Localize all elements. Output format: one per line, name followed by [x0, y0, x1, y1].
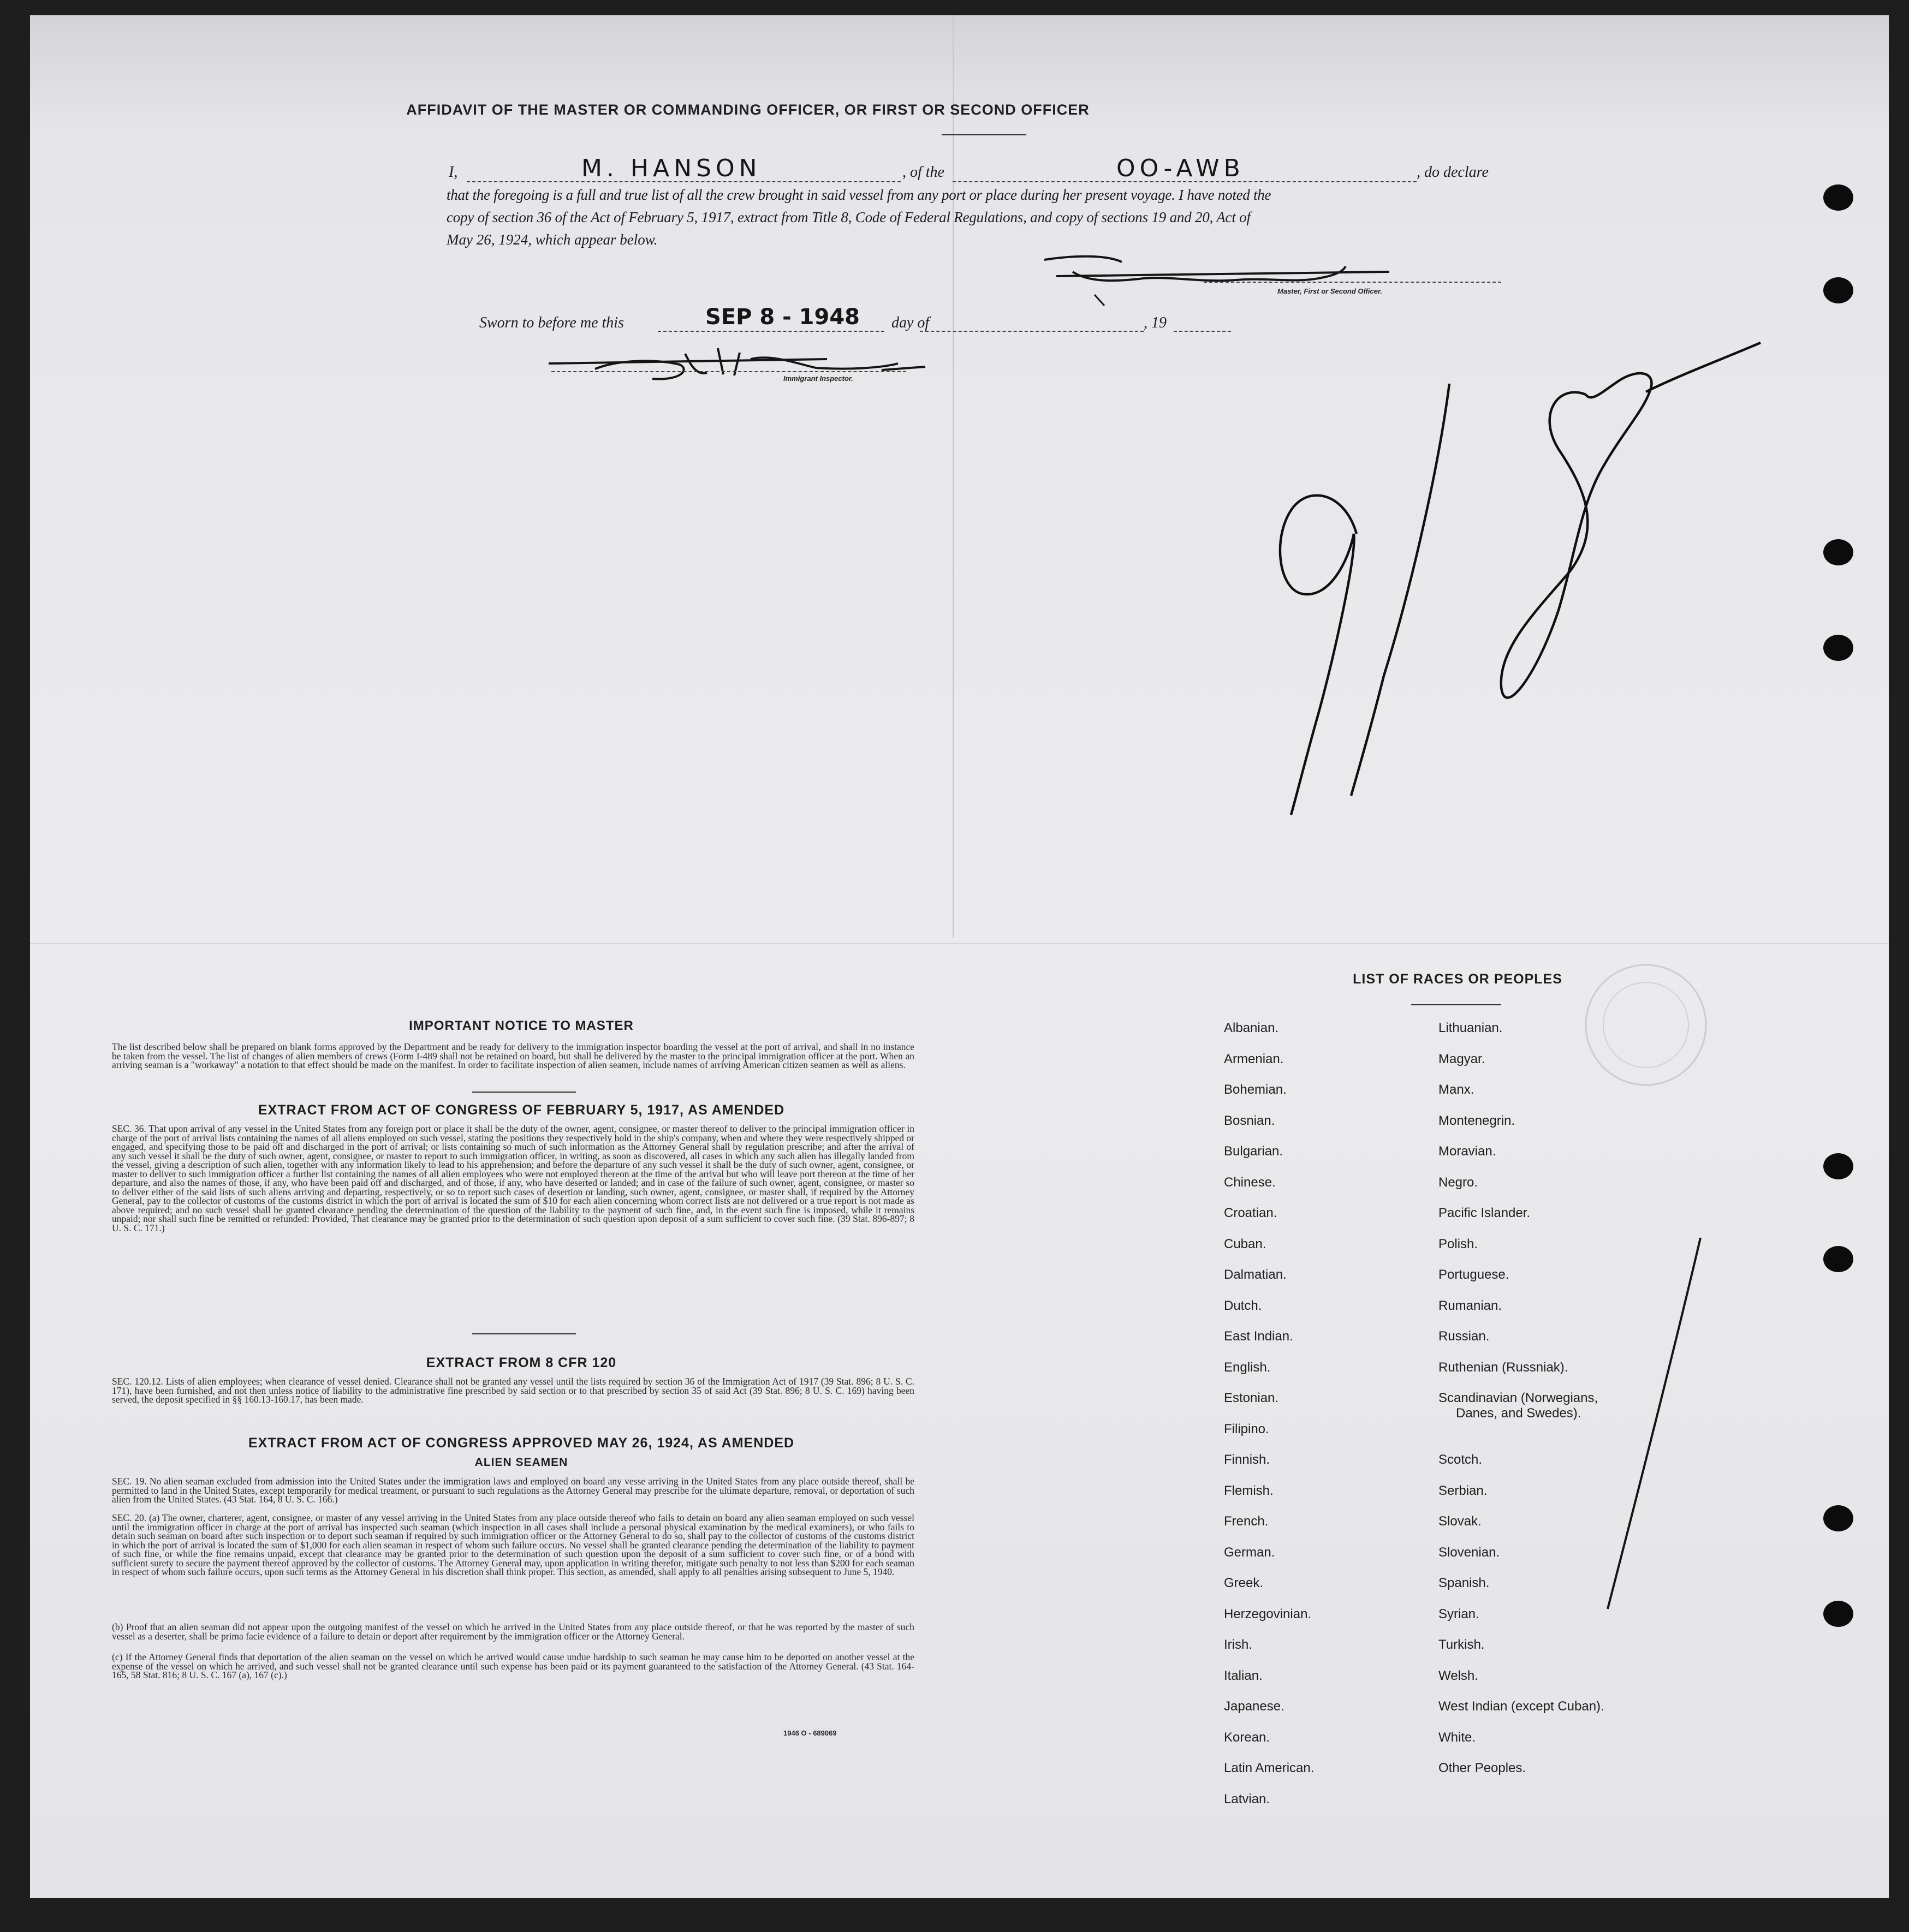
races-column-1 [1224, 1021, 1314, 1822]
month-line [920, 331, 1144, 332]
master-name-field: M. HANSON [581, 154, 762, 182]
race-item: West Indian (except Cuban). [1438, 1699, 1604, 1714]
master-signature-line [1204, 282, 1501, 283]
punch-hole [1823, 1153, 1853, 1179]
race-item: Bosnian. [1224, 1113, 1275, 1128]
race-item: Serbian. [1438, 1483, 1488, 1498]
race-item: Turkish. [1438, 1637, 1485, 1652]
affidavit-line-2: that the foregoing is a full and true list of all the crew brought in said vessel from any port or place during her present voyage. I have noted the [447, 187, 1271, 203]
notice-title: IMPORTANT NOTICE TO MASTER [409, 1018, 634, 1033]
inspector-signature-line [551, 371, 906, 372]
date-stamp: SEP 8 - 1948 [705, 305, 860, 330]
race-item: Magyar. [1438, 1051, 1485, 1066]
race-item: French. [1224, 1514, 1269, 1529]
title-rule [942, 134, 1026, 135]
extract-1924-subtitle: ALIEN SEAMEN [474, 1456, 568, 1469]
race-item: Bulgarian. [1224, 1144, 1283, 1159]
of-the-label: , of the [902, 164, 944, 181]
sec-20b-text: (b) Proof that an alien seaman did not appear upon the outgoing manifest of the vessel on which he arrived in the United States from any place outside thereof, or that he was reported by the master of such vessel as a deserter, shall be prima facie evidence of a failure to detain or deport after requirement by the immigration officer or the Attorney General. [112, 1621, 914, 1642]
affidavit-line-3: copy of section 36 of the Act of February 5, 1917, extract from Title 8, Code of Federal Regulations, and copy of sections 19 and 20, Act of [447, 209, 1251, 225]
punch-hole [1823, 1505, 1853, 1531]
race-item: Bohemian. [1224, 1082, 1287, 1097]
race-item: Latin American. [1224, 1761, 1315, 1775]
handwritten-stroke [1597, 1232, 1717, 1614]
fold-line-vertical [953, 15, 954, 938]
races-column-2 [1438, 1021, 1604, 1792]
faint-seal [1575, 954, 1717, 1096]
race-item: Scandinavian (Norwegians, [1438, 1391, 1598, 1405]
document-sheet [30, 15, 1889, 1898]
race-item: Ruthenian (Russniak). [1438, 1359, 1568, 1375]
race-item: Italian. [1224, 1668, 1263, 1683]
handwritten-mark [1253, 326, 1826, 872]
extract-1917-text: SEC. 36. That upon arrival of any vessel in the United States from any foreign port or place it shall be the duty of the owner, agent, consignee, or master thereof to deliver to the principal immigration officer in charge of the port of arrival lists containing the names of all aliens employed on such vessel, stating the positions they respectively hold in the ship's company, when and where they were respectively shipped or engaged, and specifying those to be paid off and discharged in the port of arrival; or lists containing so much of such information as the Attorney General shall by regulation prescribe; and after the arrival of any such vessel it shall be the duty of such owner, agent, consignee, or master to report to such immigration officer, in writing, as soon as discovered, all cases in which any such alien has illegally landed from the vessel, giving a description of such alien, together with any information likely to lead to his apprehension; and before the departure of any such vessel it shall be the duty of such owner, agent, consignee, or master to deliver to such immigration officer a further list containing the names of all alien employees who were not employed thereon at the time of the arrival but who will leave port thereon at the time of her departure, and also the names of those, if any, who have been paid off and discharged, and of those, if any, who have deserted or landed; and in case of the failure of such owner, agent, consignee, or master so to deliver either of the said lists of such aliens arriving and departing, respectively, or so to report such cases of desertion or landing, such owner, agent, consignee, or master shall, if required by the Attorney General, pay to the collector of customs of the customs district in which the port of arrival is located the sum of $10 for each alien concerning whom correct lists are not delivered or a true report is not made as above required; and no such vessel shall be granted clearance pending the determination of the question of the liability to the payment of such fine, and, in the event such fine is imposed, while it remains unpaid; nor shall such fine be remitted or refunded: Provided, That clearance may be granted prior to the determination of such question upon deposit of a sum sufficient to cover such fine. (39 Stat. 896-897; 8 U. S. C. 171.) [112, 1123, 914, 1233]
race-item: Welsh. [1438, 1668, 1478, 1683]
race-item: Armenian. [1224, 1051, 1284, 1066]
race-item: Negro. [1438, 1174, 1478, 1190]
race-item: Polish. [1438, 1236, 1478, 1251]
race-item: Japanese. [1224, 1699, 1284, 1714]
fold-line-horizontal [30, 943, 1889, 944]
race-item: English. [1224, 1359, 1271, 1375]
race-item: Flemish. [1224, 1483, 1274, 1498]
race-item: Danes, and Swedes). [1456, 1406, 1581, 1421]
race-item: East Indian. [1224, 1329, 1293, 1344]
notice-text: The list described below shall be prepared on blank forms approved by the Department and be ready for delivery to the immigration inspector boarding the vessel at the port of arrival, and shall in no instance be taken from the vessel. The list of changes of alien members of crews (Form I-489 shall not be retained on board, but shall be delivered by the master to the principal immigration officer at the port. When an arriving seaman is a "workaway" a notation to that effect should be made on the manifest. In order to facilitate inspection of alien seamen, include names of arriving American citizen seamen as well as aliens. [112, 1041, 914, 1070]
race-item: Herzegovinian. [1224, 1606, 1312, 1621]
race-item: Manx. [1438, 1082, 1474, 1097]
race-item: Irish. [1224, 1637, 1253, 1652]
race-item: Estonian. [1224, 1391, 1279, 1405]
section-rule [472, 1333, 576, 1334]
punch-hole [1823, 1246, 1853, 1272]
sec-20a-text: SEC. 20. (a) The owner, charterer, agent, consignee, or master of any vessel arriving in the United States from any place outside thereof who fails to detain on board any alien seaman employed on such vessel until the immigration officer in charge at the port of arrival has inspected such seaman (which inspection in all cases shall include a personal physical examination by the medical examiners), or who fails to detain such seaman on board after such inspection or to deport such seaman if required by such immigration officer or the Attorney General to do so, shall pay to the collector of customs of the customs district in which the port of arrival is located the sum of $1,000 for each alien seaman in respect of whom such failure occurs. No vessel shall be granted clearance pending the determination of the liability to payment of such fine, or while the fine remains unpaid, except that clearance may be granted prior to the determination of such question upon the deposit of a sum sufficient to cover such fine, or of a bond with sufficient surety to secure the payment thereof approved by the collector of customs. The Attorney General may, upon application in writing therefor, mitigate such penalty to not less than $200 for each seaman in respect of whom such failure occurs, upon such terms as the Attorney General in his discretion shall think proper. This section, as amended, shall apply to all penalties arising subsequent to June 5, 1940. [112, 1512, 914, 1577]
race-item: Latvian. [1224, 1791, 1270, 1806]
i-label: I, [449, 164, 458, 181]
extract-cfr-title: EXTRACT FROM 8 CFR 120 [426, 1355, 617, 1370]
race-item: Syrian. [1438, 1606, 1479, 1621]
race-item: White. [1438, 1730, 1476, 1745]
master-signature [1040, 250, 1455, 321]
inspector-caption: Immigrant Inspector. [783, 374, 853, 383]
race-item: Finnish. [1224, 1452, 1270, 1467]
print-code: 1946 O - 689069 [783, 1729, 837, 1737]
sworn-day-line [658, 331, 884, 332]
race-item: Cuban. [1224, 1236, 1266, 1251]
race-item: Slovak. [1438, 1514, 1482, 1529]
master-caption: Master, First or Second Officer. [1277, 287, 1382, 295]
race-item: Rumanian. [1438, 1298, 1502, 1313]
race-item: Dutch. [1224, 1298, 1262, 1313]
races-title-rule [1411, 1004, 1501, 1005]
race-item: German. [1224, 1545, 1275, 1560]
race-item: Spanish. [1438, 1576, 1490, 1590]
race-item: Russian. [1438, 1329, 1490, 1344]
race-item: Slovenian. [1438, 1545, 1500, 1560]
races-title: LIST OF RACES OR PEOPLES [1353, 971, 1562, 987]
affidavit-line-4: May 26, 1924, which appear below. [447, 231, 658, 248]
race-item: Lithuanian. [1438, 1021, 1503, 1035]
race-item: Chinese. [1224, 1174, 1276, 1190]
sec-20c-text: (c) If the Attorney General finds that deportation of the alien seaman on the vessel on which he arrived would cause undue hardship to such seaman he may cause him to be deported on another vessel at the expense of the vessel on which he arrived, and such vessel shall not be granted clearance until such expense has been paid or its payment guaranteed to the satisfaction of the Attorney General. (43 Stat. 164-165, 58 Stat. 816; 8 U. S. C. 167 (a), 167 (c).) [112, 1651, 914, 1680]
punch-hole [1823, 635, 1853, 661]
year-line [1174, 331, 1231, 332]
punch-hole [1823, 539, 1853, 565]
inspector-signature [543, 343, 980, 403]
declare-label: , do declare [1417, 164, 1489, 181]
punch-hole [1823, 277, 1853, 303]
race-item: Montenegrin. [1438, 1113, 1515, 1128]
race-item: Greek. [1224, 1576, 1264, 1590]
extract-1917-title: EXTRACT FROM ACT OF CONGRESS OF FEBRUARY 5, 1917, AS AMENDED [258, 1102, 785, 1118]
day-of-label: day of [891, 314, 930, 331]
affidavit-title: AFFIDAVIT OF THE MASTER OR COMMANDING OFFICER, OR FIRST OR SECOND OFFICER [406, 102, 1090, 118]
race-item: Moravian. [1438, 1144, 1496, 1159]
race-item: Other Peoples. [1438, 1761, 1526, 1775]
race-item: Korean. [1224, 1730, 1270, 1745]
race-item: Scotch. [1438, 1452, 1483, 1467]
punch-hole [1823, 184, 1853, 211]
year-label: , 19 [1144, 314, 1167, 331]
race-item: Portuguese. [1438, 1267, 1509, 1282]
race-item: Filipino. [1224, 1421, 1269, 1436]
section-rule [472, 1092, 576, 1093]
punch-hole [1823, 1601, 1853, 1627]
race-item: Albanian. [1224, 1021, 1279, 1035]
race-item: Croatian. [1224, 1206, 1277, 1220]
sec-19-text: SEC. 19. No alien seaman excluded from admission into the United States under the immigration laws and employed on board any vesse arriving in the United States from any place outside thereof, shall be permitted to land in the United States, except temporarily for medical treatment, or pursuant to such regulations as the Attorney General may prescribe for the ultimate departure, removal, or deportation of such alien from the United States. (43 Stat. 164, 8 U. S. C. 166.) [112, 1476, 914, 1505]
race-item: Dalmatian. [1224, 1267, 1287, 1282]
extract-1924-title: EXTRACT FROM ACT OF CONGRESS APPROVED MAY 26, 1924, AS AMENDED [248, 1435, 795, 1451]
sworn-label: Sworn to before me this [479, 314, 624, 331]
extract-cfr-text: SEC. 120.12. Lists of alien employees; when clearance of vessel denied. Clearance shall not be granted any vessel until the lists required by section 36 of the Immigration Act of 1917 (39 Stat. 896; 8 U. S. C. 171), have been furnished, and not then unless notice of liability to the administrative fine prescribed by said section or to that prescribed by section 35 of said Act (39 Stat. 896; 8 U. S. C. 169) having been served, the deposit specified in §§ 160.13-160.17, has been made. [112, 1376, 914, 1405]
vessel-field: OO-AWB [1116, 154, 1245, 182]
race-item: Pacific Islander. [1438, 1206, 1531, 1220]
